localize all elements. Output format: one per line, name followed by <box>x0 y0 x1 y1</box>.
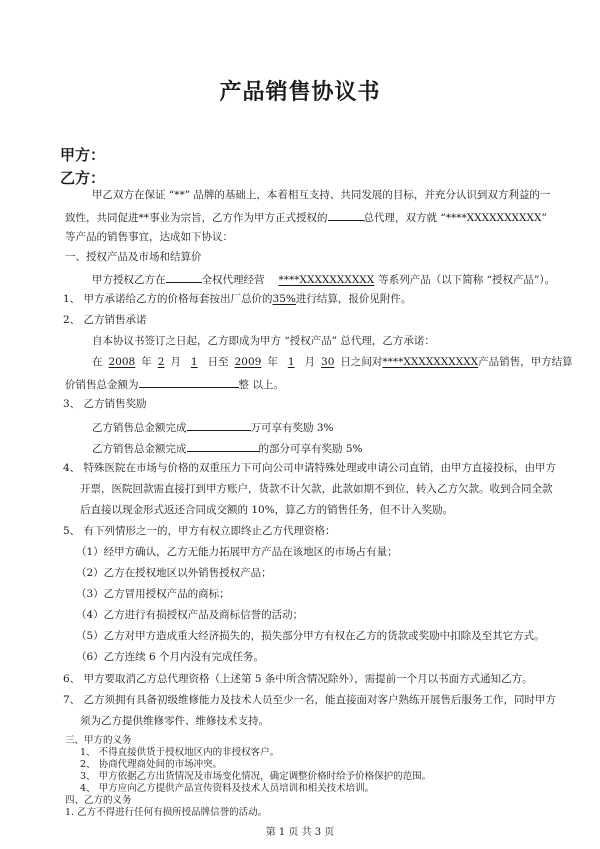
section-3-heading: 三、甲方的义务 <box>65 735 132 746</box>
intro-line-3: 等产品的销售事宜，达成如下协议： <box>65 231 233 243</box>
end-month: 1 <box>287 356 295 368</box>
intro-line-1: 甲乙双方在保证 “**” 品牌的基础上，本着相互支持、共同发展的目标，并充分认识到双方利益的一 <box>92 189 551 201</box>
item-5-sub-4: （4）乙方进行有损授权产品及商标信誉的活动； <box>76 609 304 621</box>
item-1-b: 进行结算，报价见附件。 <box>295 293 412 305</box>
s1-l1d: 等系列产品（以下简称 “授权产品”）。 <box>378 274 556 286</box>
item-2-line-3 <box>65 376 284 392</box>
s1-l1a: 甲方授权乙方在 <box>92 274 166 286</box>
s1-l1b: 全权代理经营 <box>201 274 265 286</box>
item-5-sub-2: （2）乙方在授权地区以外销售授权产品； <box>76 567 272 579</box>
s3-item-2: 2、 协商代理商处间的市场冲突。 <box>80 759 223 770</box>
item-4-line-2: 开票，医院回款需直接打到甲方账户，货款不计欠款，此款如期不到位，转入乙方欠款。收到合同全款 <box>80 483 553 495</box>
end-year: 2009 <box>234 356 262 368</box>
item-3-l1a: 乙方销售总金额完成 <box>92 422 187 434</box>
party-b-label: 乙方： <box>60 169 106 187</box>
section-1-line-1 <box>92 271 555 287</box>
item-7-line-2: 须为乙方提供维修零件、维修技术支持。 <box>80 715 269 727</box>
item-2-line-2 <box>92 355 573 369</box>
item-5-heading: 5、 有下列情形之一的，甲方有权立即终止乙方代理资格： <box>63 525 336 537</box>
item-3-l1b: 万可享有奖励 3% <box>250 422 334 434</box>
s4-item-1: 1. 乙方不得进行任何有损所授品牌信誉的活动。 <box>65 807 268 818</box>
start-day: 1 <box>190 356 198 368</box>
item-5-sub-3: （3）乙方冒用授权产品的商标； <box>76 588 230 600</box>
area-blank <box>166 271 202 283</box>
t-p8: 产品销售，甲方结算 <box>478 356 573 368</box>
intro-line-2-b: 总代理，双方就 “****XXXXXXXXXX” <box>363 212 547 224</box>
item-7-line-1: 7、 乙方须拥有具备初级维修能力及技术人员至少一名，能直接面对客户熟练开展售后服务工作，同时甲方 <box>63 694 557 706</box>
t-p4: 日至 <box>207 356 229 368</box>
section-4-heading: 四、乙方的义务 <box>65 795 132 806</box>
item-5-sub-1: （1）经甲方确认，乙方无能力拓展甲方产品在该地区的市场占有量； <box>76 546 398 558</box>
t-p1: 在 <box>92 356 103 368</box>
start-year: 2008 <box>108 356 136 368</box>
product-name: ****XXXXXXXXXX <box>278 274 375 286</box>
t-p3: 月 <box>170 356 181 368</box>
item-2-l3b: 整 以上。 <box>238 379 284 391</box>
item-3-line-1 <box>92 419 334 435</box>
start-month: 2 <box>157 356 165 368</box>
item-2-heading: 2、 乙方销售承诺 <box>63 314 147 326</box>
item-2-l3a: 价销售总金额为 <box>65 379 139 391</box>
page-footer: 第 1 页 共 3 页 <box>265 827 335 838</box>
item-5-sub-6: （6）乙方连续 6 个月内没有完成任务。 <box>76 651 265 663</box>
product-name-2: ****XXXXXXXXXX <box>382 356 479 368</box>
t-p7: 日之间对 <box>340 356 383 368</box>
region-blank <box>328 209 364 221</box>
item-3-l2a: 乙方销售总金额完成 <box>92 443 187 455</box>
item-5-sub-5: （5）乙方对甲方造成重大经济损失的，损失部分甲方有权在乙方的货款或奖励中扣除及至其它方式。 <box>76 630 545 642</box>
document-title: 产品销售协议书 <box>219 80 381 105</box>
item-3-heading: 3、 乙方销售奖励 <box>63 398 147 410</box>
reward-blank-1 <box>187 419 251 431</box>
t-p2: 年 <box>141 356 152 368</box>
item-3-line-2 <box>92 440 363 456</box>
s3-item-1: 1、 不得直接供货于授权地区内的非授权客户。 <box>80 747 280 758</box>
intro-line-2-a: 致性，共同促进**事业为宗旨，乙方作为甲方正式授权的 <box>65 212 328 224</box>
item-4-line-1: 4、 特殊医院在市场与价格的双重压力下可向公司申请特殊处理或申请公司直销，由甲方直接投标，由甲方 <box>63 462 557 474</box>
item-1-a: 1、 甲方承诺给乙方的价格每套按出厂总价的 <box>63 293 273 305</box>
item-6: 6、 甲方要取消乙方总代理资格（上述第 5 条中所含情况除外），需提前一个月以书面方式通知乙方。 <box>63 673 533 685</box>
s3-item-3: 3、 甲方依据乙方出货情况及市场变化情况，确定调整价格时给予价格保护的范围。 <box>80 771 432 782</box>
s3-item-4: 4、 甲方应向乙方提供产品宣传资料及技术人员培训和相关技术培训。 <box>80 783 375 794</box>
item-1 <box>63 292 411 306</box>
amount-blank <box>139 376 239 388</box>
t-p6: 月 <box>304 356 316 368</box>
party-a-label: 甲方： <box>60 146 106 164</box>
item-3-l2b: 的部分可享有奖励 5% <box>258 443 363 455</box>
item-4-line-3: 后直接以现金形式返还合同成交额的 10%，算乙方的销售任务，但不计入奖励。 <box>80 504 454 516</box>
t-p5: 年 <box>267 356 278 368</box>
end-day: 30 <box>321 356 335 368</box>
price-percent: 35% <box>272 293 296 305</box>
intro-line-2 <box>65 209 547 225</box>
item-2-line-1: 自本协议书签订之日起，乙方即成为甲方 “授权产品” 总代理，乙方承诺： <box>92 335 435 347</box>
reward-blank-2 <box>187 440 259 452</box>
section-1-heading: 一、授权产品及市场和结算价 <box>65 251 202 263</box>
